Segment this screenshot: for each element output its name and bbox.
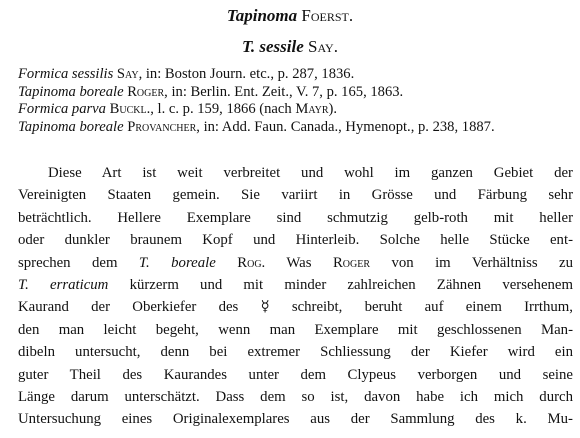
synonym-citation: , in: Berlin. Ent. Zeit., V. 7, p. 165, 1863. — [164, 83, 404, 100]
synonym-name: Formica sessilis — [18, 66, 114, 82]
taxon-name: T. erraticum — [18, 276, 109, 293]
text-run: kürzerm und mit minder zahlreichen Zähnen versehenem — [129, 276, 574, 293]
synonym-entry — [18, 101, 573, 119]
species-heading — [0, 37, 580, 57]
text-line: Diese Art ist weit verbreitet und wohl im ganzen Gebiet der — [48, 165, 573, 181]
species-author: Say. — [308, 37, 338, 56]
synonym-citation: , in: Boston Journ. etc., p. 287, 1836. — [138, 66, 355, 82]
synonym-author: Provancher — [127, 118, 197, 135]
synonym-citation: , in: Add. Faun. Canada., Hymenopt., p. 238, 1887. — [196, 118, 495, 135]
text-line: oder dunkler braunem Kopf und Hinterleib. Solche helle Stücke ent- — [18, 232, 573, 249]
synonym-name: Tapinoma boreale — [18, 118, 124, 135]
text-line: beträchtlich. Hellere Exemplare sind schmutzig gelb-roth mit heller — [18, 209, 573, 226]
text-line: Kaurand der Oberkiefer des ☿ schreibt, beruht auf einem Irrthum, — [18, 299, 573, 316]
synonym-name: Formica parva — [18, 101, 106, 117]
synonym-author: Buckl. — [109, 101, 151, 117]
text-run: Was — [286, 254, 312, 271]
text-line: guter Theil des Kaurandes unter dem Clypeus verborgen und seine — [18, 366, 573, 383]
synonym-author: Say — [116, 66, 139, 82]
synonym-extra-author: Mayr — [295, 101, 329, 117]
synonym-entry — [18, 84, 573, 102]
synonym-entry — [18, 66, 573, 84]
synonym-entry — [18, 119, 573, 137]
genus-name: Tapinoma — [226, 6, 298, 25]
text-line — [18, 274, 573, 296]
author-name: Rog. — [237, 254, 266, 271]
synonym-author: Roger — [127, 83, 165, 100]
text-line: Vereinigten Staaten gemein. Sie variirt in Grösse und Färbung sehr — [18, 187, 573, 204]
author-name: Roger — [332, 254, 371, 271]
genus-heading — [0, 6, 580, 26]
species-name: T. sessile — [242, 37, 304, 56]
text-line: den man leicht begeht, wenn man Exemplare mit geschlossenen Man- — [18, 321, 573, 338]
text-line: Länge darum unterschätzt. Dass dem so ist, davon habe ich mich durch — [18, 388, 573, 405]
genus-author: Foerst. — [301, 6, 354, 25]
text-line: Untersuchung eines Originalexemplares aus der Sammlung des k. Mu- — [18, 411, 573, 428]
synonym-name: Tapinoma boreale — [18, 83, 124, 100]
text-run: sprechen dem — [18, 254, 118, 271]
body-paragraph — [18, 162, 573, 431]
synonym-list — [18, 66, 573, 136]
text-run: von im Verhältniss zu — [391, 254, 573, 271]
synonym-citation: , l. c. p. 159, 1866 (nach — [150, 101, 296, 117]
text-line — [18, 252, 573, 274]
text-line: dibeln untersucht, denn bei extremer Schliessung der Kiefer wird ein — [18, 344, 573, 361]
taxon-name: T. boreale — [138, 254, 216, 271]
synonym-citation-tail: ). — [328, 101, 338, 117]
